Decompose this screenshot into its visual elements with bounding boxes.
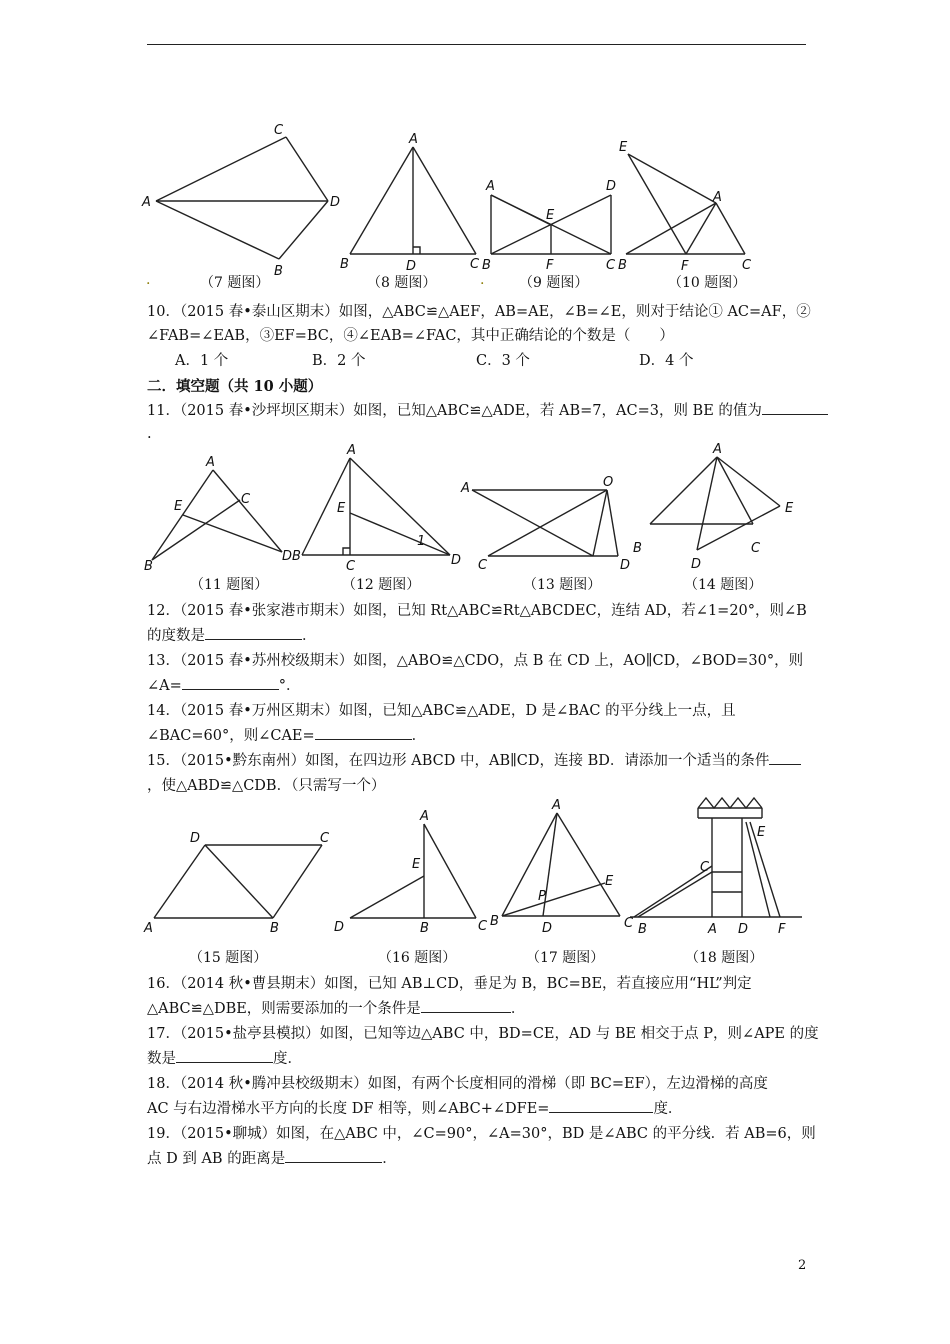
svg-text:B: B bbox=[274, 264, 283, 279]
q15-line1: 15．（2015•黔东南州）如图，在四边形 ABCD 中，AB∥CD，连接 BD．请添加一个适当的条件 bbox=[147, 749, 801, 774]
svg-text:A: A bbox=[347, 443, 356, 458]
svg-text:B: B bbox=[482, 258, 491, 273]
caption-10: （10 题图） bbox=[668, 275, 747, 291]
svg-text:C: C bbox=[274, 123, 284, 138]
svg-text:E: E bbox=[174, 499, 183, 514]
svg-text:C: C bbox=[470, 257, 480, 272]
svg-text:A: A bbox=[713, 190, 722, 205]
figure-10 bbox=[613, 135, 763, 275]
svg-text:C: C bbox=[606, 258, 616, 273]
q16-line2: △ABC≌△DBE，则需要添加的一个条件是 ． bbox=[147, 997, 525, 1022]
svg-text:E: E bbox=[546, 208, 555, 223]
svg-text:C: C bbox=[700, 860, 710, 875]
q10-line2: ∠FAB=∠EAB，③EF=BC，④∠EAB=∠FAC，其中正确结论的个数是（ ） bbox=[147, 328, 674, 344]
svg-text:C: C bbox=[742, 258, 752, 273]
figure-16 bbox=[330, 806, 500, 936]
figure-8 bbox=[338, 130, 488, 275]
figure-14 bbox=[640, 440, 805, 570]
figure-11 bbox=[140, 452, 300, 577]
svg-text:A: A bbox=[461, 481, 470, 496]
figure-12 bbox=[292, 440, 467, 575]
q10-option-d: D．4 个 bbox=[639, 353, 694, 369]
svg-text:D: D bbox=[451, 553, 462, 568]
q16-line1: 16．（2014 秋•曹县期末）如图，已知 AB⊥CD，垂足为 B，BC=BE，若直接应用“HL”判定 bbox=[147, 976, 752, 992]
svg-text:F: F bbox=[778, 922, 786, 937]
svg-text:C: C bbox=[478, 919, 488, 934]
svg-text:F: F bbox=[681, 259, 689, 274]
q19-line1: 19．（2015•聊城）如图，在△ABC 中，∠C=90°，∠A=30°，BD 是∠ABC 的平分线．若 AB=6，则 bbox=[147, 1126, 816, 1142]
svg-text:D: D bbox=[330, 195, 341, 210]
q13-line1: 13．（2015 春•苏州校级期末）如图，△ABO≌△CDO，点 B 在 CD 上，AO∥CD，∠BOD=30°，则 bbox=[147, 653, 804, 669]
q12-line2: 的度数是 ． bbox=[147, 624, 317, 649]
caption-11: （11 题图） bbox=[190, 577, 269, 593]
figure-7 bbox=[140, 120, 340, 280]
svg-text:E: E bbox=[757, 825, 766, 840]
svg-text:B: B bbox=[490, 914, 499, 929]
q15-line2: ，使△ABD≌△CDB．（只需写一个） bbox=[147, 778, 386, 794]
svg-text:C: C bbox=[751, 541, 761, 556]
svg-text:D: D bbox=[620, 558, 631, 573]
caption-18: （18 题图） bbox=[685, 950, 764, 966]
svg-text:A: A bbox=[486, 179, 495, 194]
caption-16: （16 题图） bbox=[378, 950, 457, 966]
svg-text:B: B bbox=[144, 559, 153, 574]
svg-text:1: 1 bbox=[417, 534, 426, 549]
svg-text:D: D bbox=[691, 557, 702, 572]
svg-text:A: A bbox=[142, 195, 151, 210]
figure-13 bbox=[455, 472, 645, 577]
svg-text:D: D bbox=[542, 921, 553, 936]
svg-text:C: C bbox=[346, 559, 356, 574]
svg-text:A: A bbox=[708, 922, 717, 937]
svg-text:A: A bbox=[144, 921, 153, 936]
q10-option-a: A．1 个 bbox=[175, 353, 229, 369]
q10-option-c: C．3 个 bbox=[476, 353, 530, 369]
figure-18 bbox=[620, 790, 810, 940]
svg-text:A: A bbox=[206, 455, 215, 470]
q10-line1: 10．（2015 春•泰山区期末）如图，△ABC≌△AEF，AB=AE，∠B=∠E，则对于结论① AC=AF，② bbox=[147, 304, 811, 320]
header-rule bbox=[147, 44, 806, 45]
caption-14: （14 题图） bbox=[684, 577, 763, 593]
svg-text:C: C bbox=[624, 916, 634, 931]
svg-text:E: E bbox=[619, 140, 628, 155]
q17-line1: 17．（2015•盐亭县模拟）如图，已知等边△ABC 中，BD=CE，AD 与 BE 相交于点 P，则∠APE 的度 bbox=[147, 1026, 819, 1042]
svg-text:B: B bbox=[633, 541, 642, 556]
svg-text:C: C bbox=[478, 558, 488, 573]
page-number: 2 bbox=[798, 1258, 807, 1273]
svg-text:D: D bbox=[190, 831, 201, 846]
q11-line2: . bbox=[147, 426, 152, 442]
svg-text:E: E bbox=[785, 501, 794, 516]
caption-8: （8 题图） bbox=[367, 275, 437, 291]
svg-text:E: E bbox=[337, 501, 346, 516]
svg-text:E: E bbox=[412, 857, 421, 872]
svg-text:O: O bbox=[603, 475, 614, 490]
svg-text:A: A bbox=[552, 798, 561, 813]
svg-text:D: D bbox=[334, 920, 345, 935]
q18-line1: 18．（2014 秋•腾冲县校级期末）如图，有两个长度相同的滑梯（即 BC=EF），左边滑梯的高度 bbox=[147, 1076, 768, 1092]
caption-12: （12 题图） bbox=[342, 577, 421, 593]
svg-text:B: B bbox=[270, 921, 279, 936]
q14-line1: 14．（2015 春•万州区期末）如图，已知△ABC≌△ADE，D 是∠BAC 的平分线上一点，且 bbox=[147, 703, 736, 719]
svg-text:B: B bbox=[340, 257, 349, 272]
q13-line2: ∠A= °． bbox=[147, 674, 301, 699]
q10-option-b: B．2 个 bbox=[312, 353, 366, 369]
caption-17: （17 题图） bbox=[526, 950, 605, 966]
svg-text:B: B bbox=[638, 922, 647, 937]
svg-text:E: E bbox=[605, 874, 614, 889]
q11-line1: 11．（2015 春•沙坪坝区期末）如图，已知△ABC≌△ADE，若 AB=7，AC=3，则 BE 的值为 bbox=[147, 399, 828, 424]
q17-line2: 数是 度． bbox=[147, 1047, 302, 1072]
svg-text:B: B bbox=[420, 921, 429, 936]
svg-text:DB: DB bbox=[282, 549, 301, 564]
figure-15 bbox=[140, 818, 340, 943]
svg-text:A: A bbox=[420, 809, 429, 824]
q14-line2: ∠BAC=60°，则∠CAE= ． bbox=[147, 724, 426, 749]
caption-9: （9 题图） bbox=[519, 275, 589, 291]
q18-line2: AC 与右边滑梯水平方向的长度 DF 相等，则∠ABC+∠DFE= 度． bbox=[147, 1097, 682, 1122]
svg-text:D: D bbox=[606, 179, 617, 194]
svg-text:D: D bbox=[738, 922, 749, 937]
svg-text:C: C bbox=[241, 492, 251, 507]
svg-text:A: A bbox=[409, 132, 418, 147]
svg-text:C: C bbox=[320, 831, 330, 846]
q19-line2: 点 D 到 AB 的距离是 ． bbox=[147, 1147, 397, 1172]
svg-text:D: D bbox=[406, 259, 417, 274]
svg-text:F: F bbox=[546, 258, 554, 273]
svg-text:A: A bbox=[713, 442, 722, 457]
svg-text:P: P bbox=[538, 889, 546, 904]
q12-line1: 12．（2015 春•张家港市期末）如图，已知 Rt△ABC≌Rt△ABCDEC，连结 AD，若∠1=20°，则∠B bbox=[147, 603, 807, 619]
svg-text:B: B bbox=[618, 258, 627, 273]
section-2-heading: 二．填空题（共 10 小题） bbox=[147, 378, 323, 395]
figure-9 bbox=[480, 175, 630, 275]
caption-13: （13 题图） bbox=[523, 577, 602, 593]
figure-17 bbox=[490, 795, 640, 935]
caption-7: （7 题图） bbox=[200, 275, 270, 291]
caption-15: （15 题图） bbox=[189, 950, 268, 966]
